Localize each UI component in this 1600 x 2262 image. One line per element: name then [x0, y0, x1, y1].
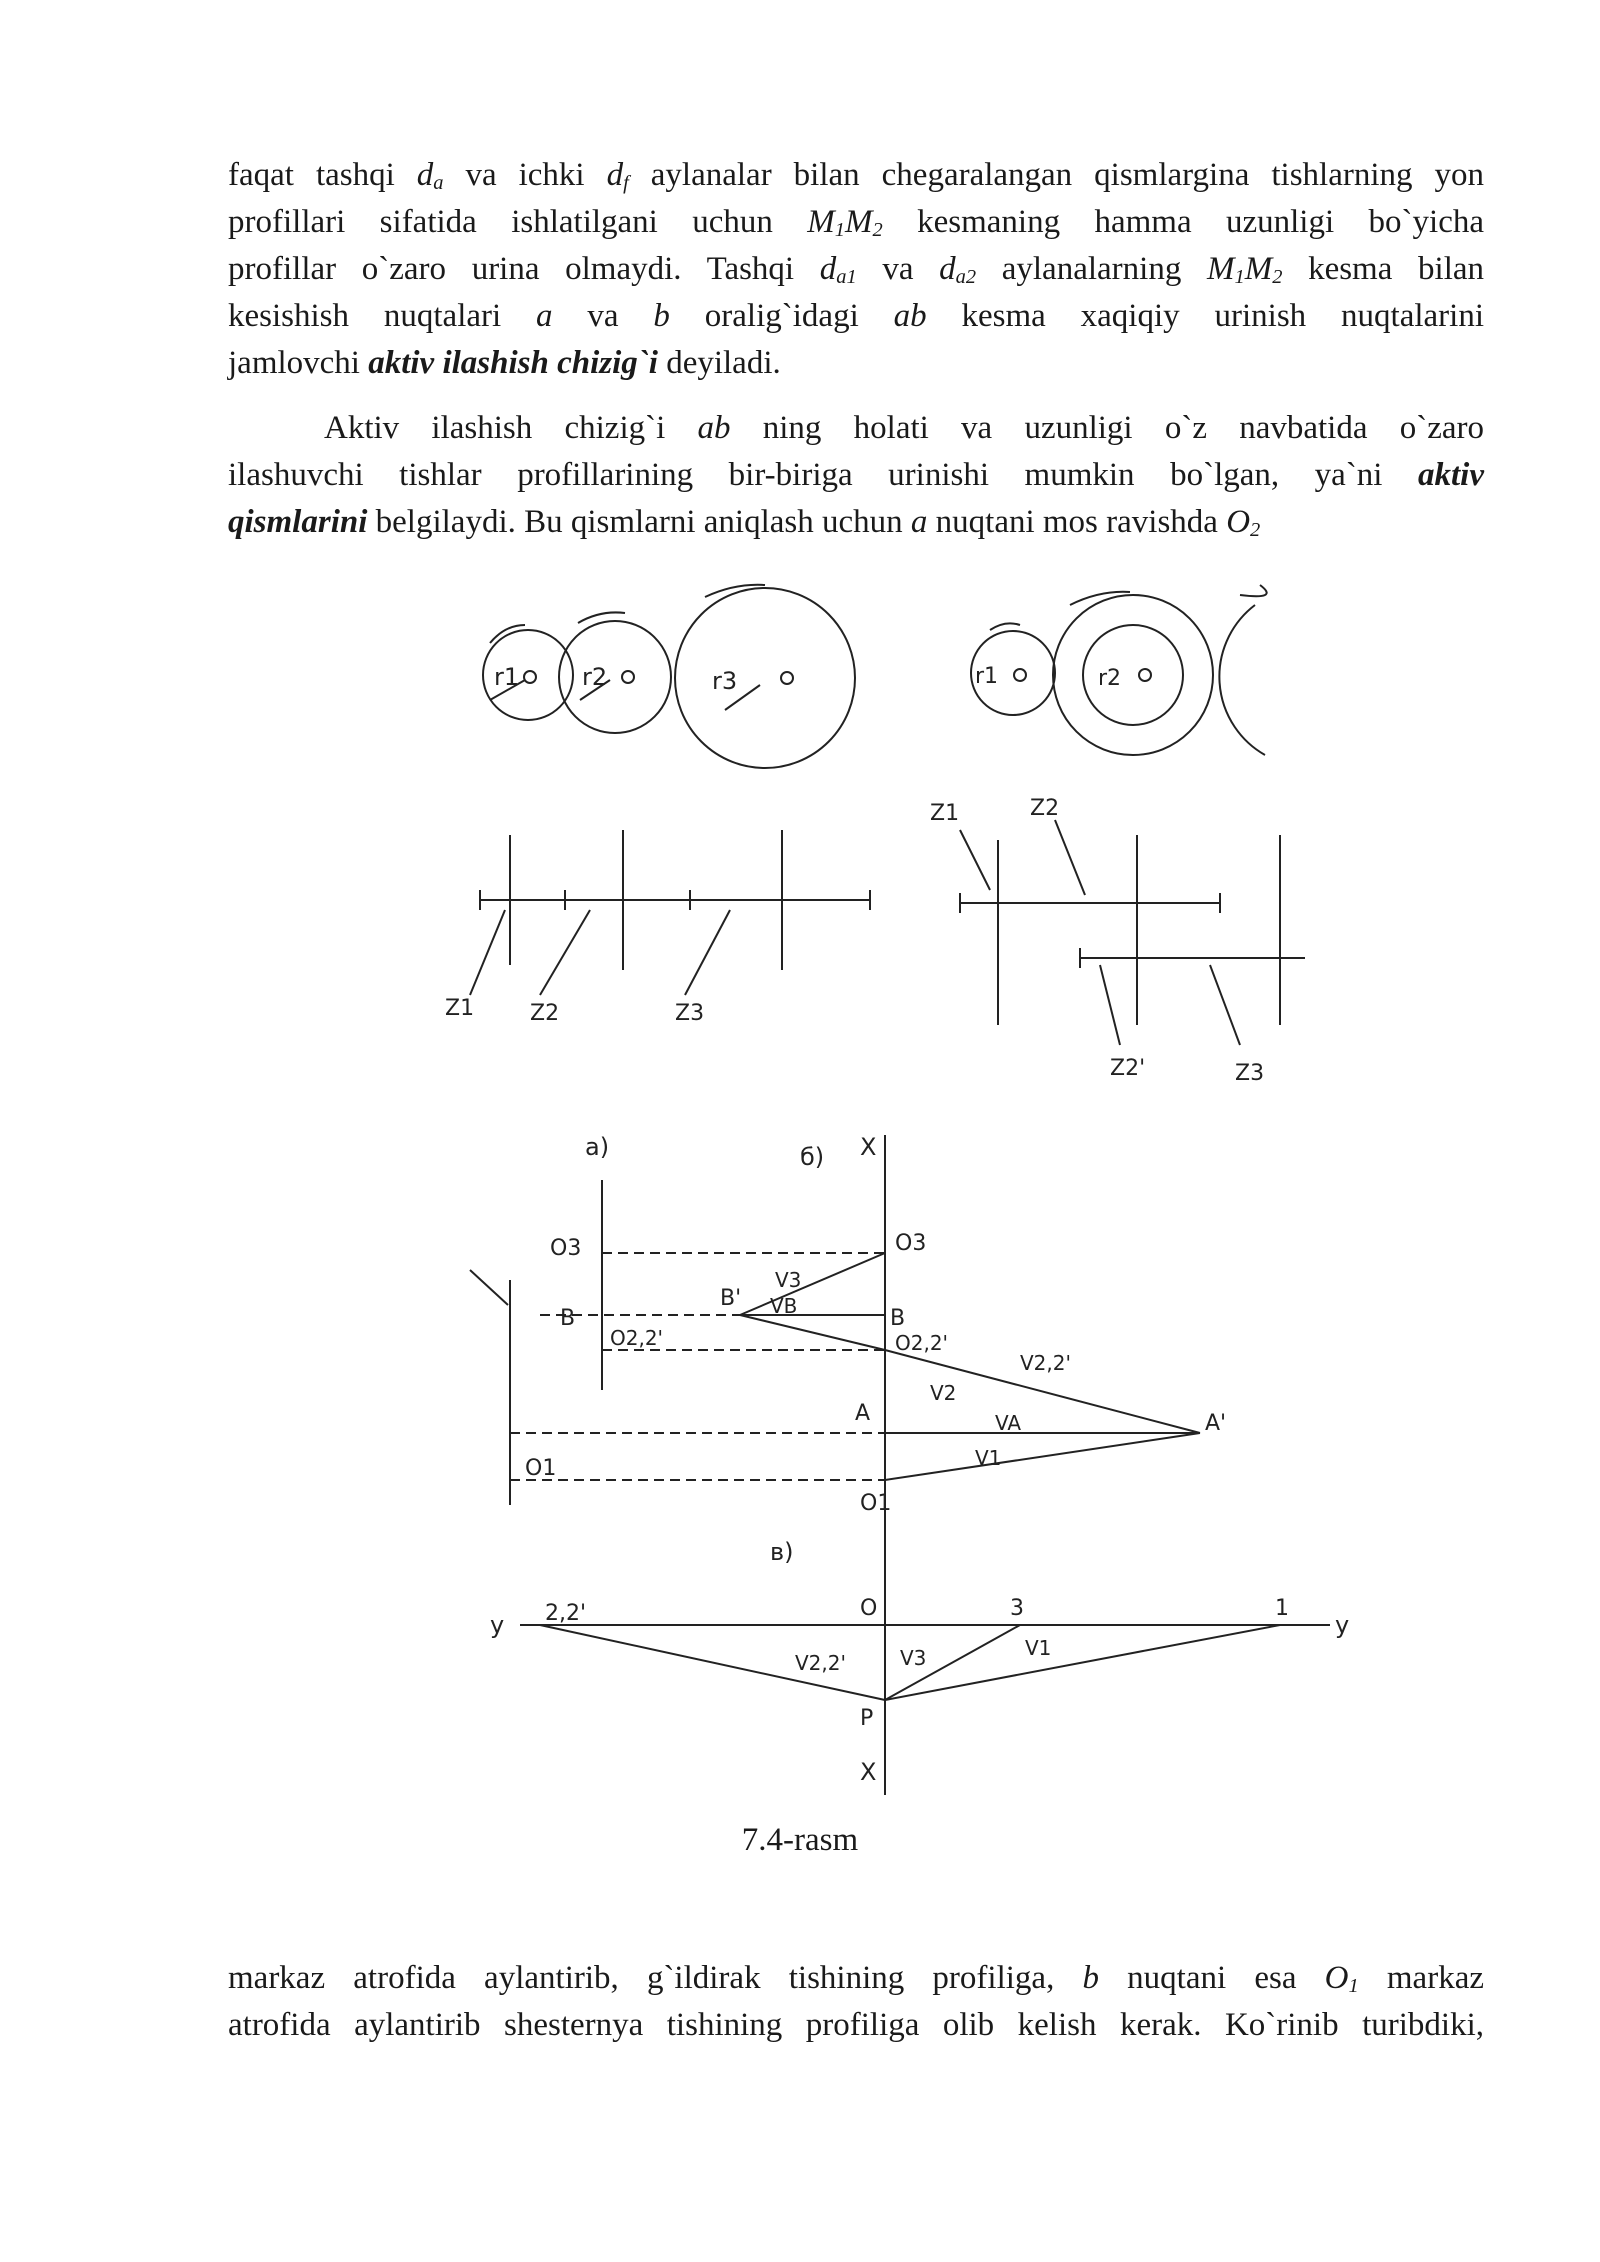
label-vb: VB [770, 1294, 798, 1318]
point-3: 3 [1010, 1596, 1024, 1621]
point-1: 1 [1275, 1596, 1289, 1621]
text-line: kesishish nuqtalari a va b oralig`idagi ab kesma xaqiqiy urinish nuqtalarini [228, 298, 1484, 334]
label-v3: V3 [775, 1268, 802, 1292]
label-v3-bottom: V3 [900, 1646, 927, 1670]
figure-svg [430, 565, 1380, 1795]
point-o3: O3 [895, 1231, 927, 1256]
point-p: P [860, 1706, 874, 1731]
point-b-prime: B' [720, 1286, 742, 1311]
point-a: A [855, 1401, 871, 1426]
point-b-left: B [560, 1306, 576, 1331]
z2p-label-right: Z2' [1110, 1056, 1146, 1081]
point-o1-left: O1 [525, 1456, 557, 1481]
text-line: ilashuvchi tishlar profillarining bir-biriga urinishi mumkin bo`lgan, ya`ni aktiv [228, 457, 1484, 493]
text-line: jamlovchi aktiv ilashish chizig`i deyiladi. [228, 345, 781, 381]
gear-r1-label-right: r1 [975, 664, 999, 689]
label-v22: V2,2' [1020, 1351, 1071, 1375]
gear-set-left [483, 585, 855, 768]
gear-r2-label: r2 [582, 663, 608, 691]
label-va: VA [995, 1411, 1022, 1435]
point-2-2p: 2,2' [545, 1601, 587, 1626]
label-a: a) [585, 1133, 610, 1161]
gear-set-right [971, 585, 1267, 755]
point-o22: O2,2' [895, 1331, 949, 1355]
point-o: O [860, 1596, 878, 1621]
gear-r2-label-right: r2 [1098, 666, 1122, 691]
point-o3-left: O3 [550, 1236, 582, 1261]
point-o22-left: O2,2' [610, 1326, 664, 1350]
paragraph-2 [228, 405, 1484, 546]
text-line: qismlarini belgilaydi. Bu qismlarni aniqlash uchun a nuqtani mos ravishda $O_2$ [228, 504, 1261, 541]
point-o1: O1 [860, 1491, 892, 1516]
label-b: б) [800, 1143, 825, 1171]
text-line: profillar o`zaro urina olmaydi. Tashqi $d_{a1}$ va $d_{a2}$ aylanalarning $M_1M_2$ kesma bilan [228, 251, 1485, 288]
z2-label: Z2 [530, 1001, 560, 1026]
axis-x-top: X [860, 1133, 877, 1161]
text-line: markaz atrofida aylantirib, g`ildirak tishining profiliga, b nuqtani esa $O_1$ markaz [228, 1960, 1484, 1997]
label-v1: V1 [975, 1446, 1002, 1470]
shaft-diagram-right [930, 796, 1305, 1086]
text-line: Aktiv ilashish chizig`i ab ning holati va uzunligi o`z navbatida o`zaro [324, 410, 1484, 446]
z3-label-right: Z3 [1235, 1061, 1265, 1086]
z3-label: Z3 [675, 1001, 705, 1026]
text-line: faqat tashqi $d_a$ va ichki $d_f$ aylanalar bilan chegaralangan qismlargina tishlarning yon [228, 157, 1485, 194]
label-v2: V2 [930, 1381, 957, 1405]
gear-train-figure [430, 565, 1380, 1795]
axis-y-right: y [1335, 1611, 1350, 1639]
z1-label: Z1 [445, 996, 475, 1021]
gear-r1-label: r1 [494, 663, 520, 691]
shaft-diagram-left [445, 830, 870, 1026]
text-line: atrofida aylantirib shesternya tishining profiliga olib kelish kerak. Ko`rinib turibdiki, [228, 2007, 1484, 2043]
paragraph-1 [228, 152, 1484, 387]
velocity-diagram [470, 1133, 1349, 1795]
z2-label-right: Z2 [1030, 796, 1060, 821]
z1-label-right: Z1 [930, 801, 960, 826]
label-v: в) [770, 1538, 794, 1566]
point-a-prime: A' [1205, 1411, 1227, 1436]
axis-y-left: y [490, 1611, 505, 1639]
text-line: profillari sifatida ishlatilgani uchun $M_1M_2$ kesmaning hamma uzunligi bo`yicha [228, 204, 1484, 241]
point-b: B [890, 1306, 906, 1331]
paragraph-3 [228, 1955, 1484, 2049]
axis-x-bottom: X [860, 1758, 877, 1786]
figure-caption: 7.4-rasm [741, 1822, 859, 1858]
gear-r3-label: r3 [712, 667, 738, 695]
label-v1-bottom: V1 [1025, 1636, 1052, 1660]
label-v22-bottom: V2,2' [795, 1651, 846, 1675]
